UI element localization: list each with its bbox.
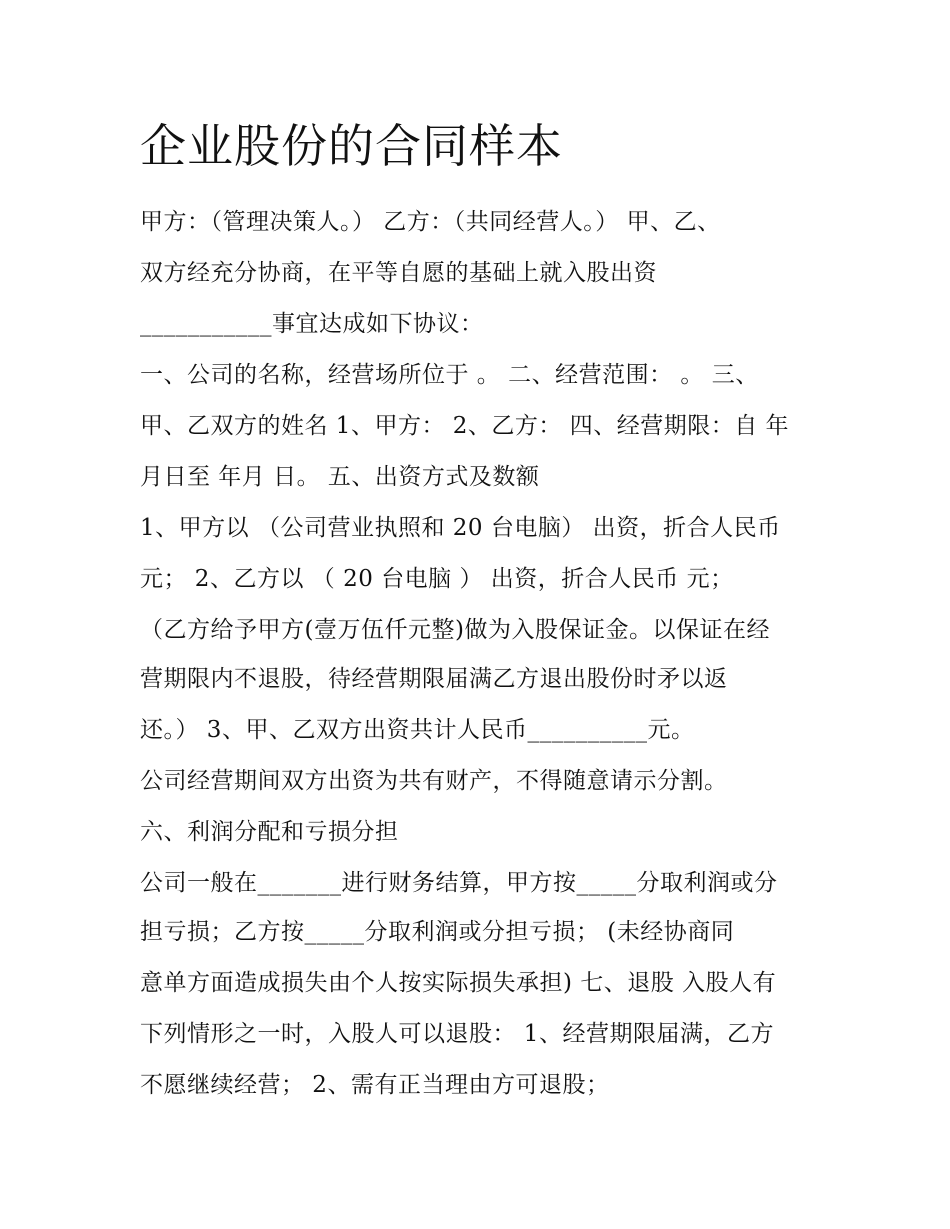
paragraph-line: 下列情形之一时，入股人可以退股： 1、经营期限届满，乙方 bbox=[140, 1021, 774, 1047]
paragraph-line: 双方经充分协商，在平等自愿的基础上就入股出资 bbox=[140, 260, 657, 286]
paragraph-line: （乙方给予甲方(壹万伍仟元整)做为入股保证金。以保证在经 bbox=[140, 617, 770, 643]
paragraph-line: 月日至 年月 日。 五、出资方式及数额 bbox=[140, 464, 540, 490]
paragraph-line: 还。） 3、甲、乙双方出资共计人民币__________元。 bbox=[140, 717, 695, 743]
document-title: 企业股份的合同样本 bbox=[140, 119, 563, 173]
paragraph-line: 元； 2、乙方以 （ 20 台电脑 ） 出资，折合人民币 元； bbox=[140, 566, 734, 592]
paragraph-line: 公司一般在_______进行财务结算，甲方按_____分取利润或分 bbox=[140, 870, 778, 896]
paragraph-line: 一、公司的名称，经营场所位于 。 二、经营范围： 。 三、 bbox=[140, 362, 759, 388]
paragraph-line: 营期限内不退股，待经营期限届满乙方退出股份时矛以返 bbox=[140, 666, 728, 692]
paragraph-line: 意单方面造成损失由个人按实际损失承担) 七、退股 入股人有 bbox=[140, 970, 777, 996]
paragraph-line: 不愿继续经营； 2、需有正当理由方可退股； bbox=[140, 1072, 610, 1098]
section-heading: 六、利润分配和亏损分担 bbox=[140, 819, 399, 845]
paragraph-line: 公司经营期间双方出资为共有财产，不得随意请示分割。 bbox=[140, 768, 728, 794]
paragraph-line: 甲方：（管理决策人。） 乙方：（共同经营人。） 甲、乙、 bbox=[140, 209, 721, 235]
paragraph-line: ___________事宜达成如下协议： bbox=[140, 311, 484, 337]
paragraph-line: 1、甲方以 （公司营业执照和 20 台电脑） 出资，折合人民币 bbox=[140, 515, 781, 541]
paragraph-line: 甲、乙双方的姓名 1、甲方： 2、乙方： 四、经营期限：自 年 bbox=[140, 413, 790, 439]
paragraph-line: 担亏损；乙方按_____分取利润或分担亏损； (未经协商同 bbox=[140, 919, 735, 945]
